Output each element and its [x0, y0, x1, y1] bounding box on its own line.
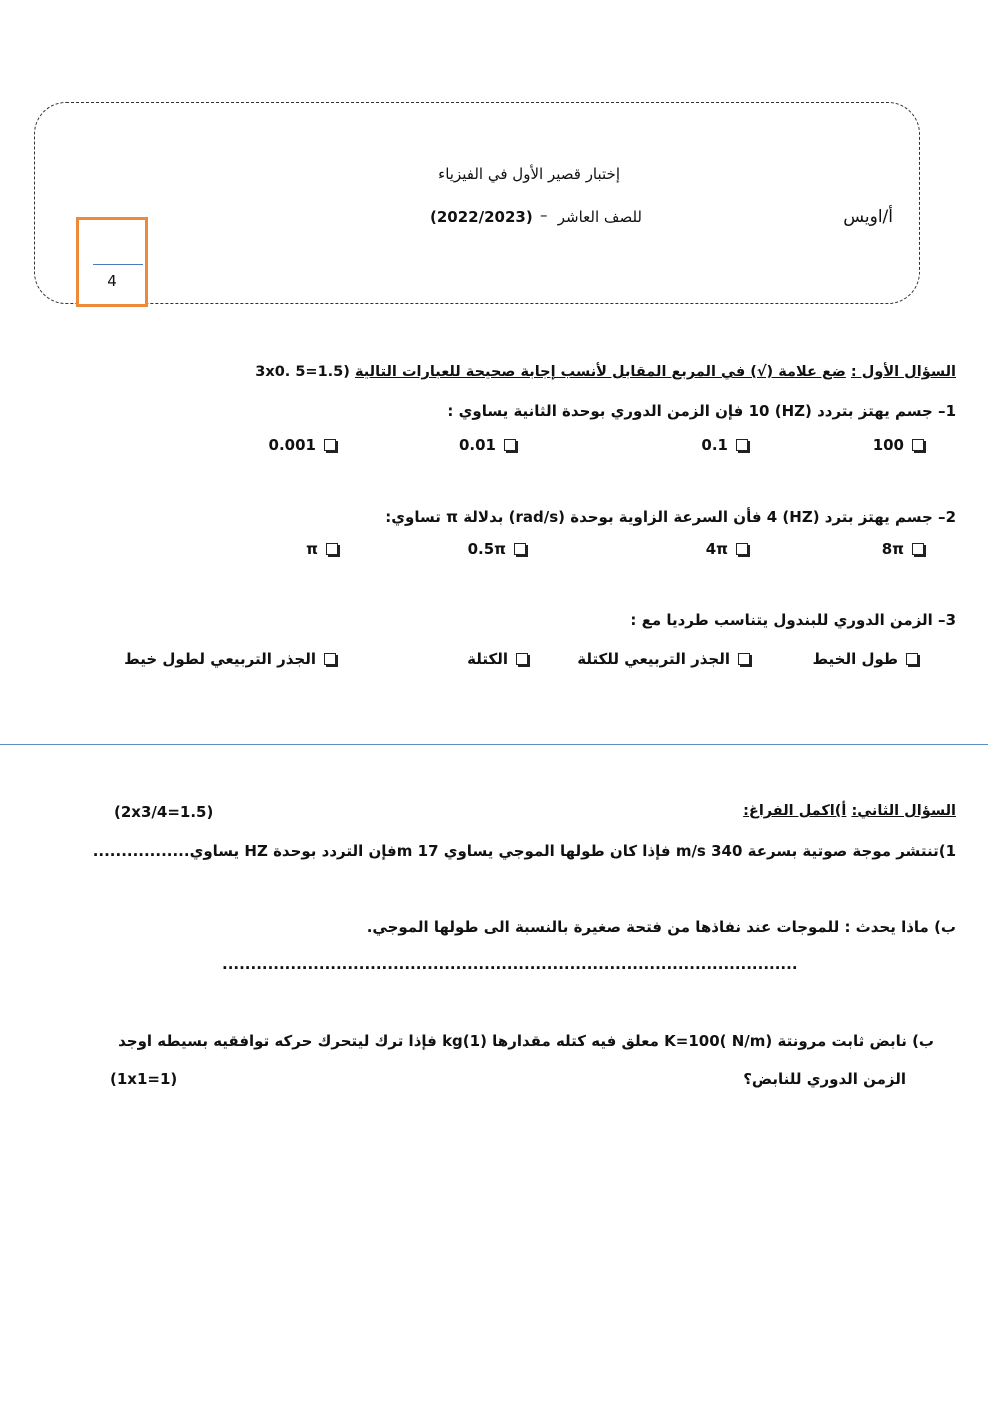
q1-item3-option-c[interactable]: الكتلة — [467, 650, 532, 668]
q1-title: السؤال الأول : — [850, 364, 956, 380]
checkbox-icon[interactable] — [326, 543, 338, 555]
school-year: (2022/2023) — [430, 208, 533, 226]
checkbox-icon[interactable] — [324, 439, 336, 451]
checkbox-icon[interactable] — [912, 543, 924, 555]
teacher-name: أ/اويس — [843, 207, 893, 227]
q1-item3-option-d[interactable]: الجذر التربيعي لطول خيط — [124, 650, 340, 668]
header-frame — [34, 102, 920, 304]
q1-heading — [255, 364, 956, 380]
q1-item3-text: 3– الزمن الدوري للبندول يتناسب طرديا مع : — [630, 611, 956, 629]
q1-item1-option-c[interactable]: 0.01 — [459, 436, 520, 454]
q2-item2-text: ب) ماذا يحدث : للموجات عند نفاذها من فتحة صغيرة بالنسبة الى طولها الموجي. — [366, 918, 956, 936]
q2-heading — [743, 803, 956, 819]
q2-marks: (2x3/4=1.5) — [114, 803, 214, 821]
q1-item2-option-c[interactable]: 0.5π — [468, 540, 530, 558]
grade-label: للصف العاشر — [557, 208, 642, 226]
q2-item3-text-line1: ب) نابض ثابت مرونتة (K=100( N/m معلق فيه كتله مقدارها kg(1) فإذا ترك ليتحرك حركه توافقيه بسيطه اوجد — [118, 1032, 934, 1050]
checkbox-icon[interactable] — [738, 653, 750, 665]
checkbox-icon[interactable] — [514, 543, 526, 555]
q1-item1-option-d[interactable]: 0.001 — [269, 436, 340, 454]
q2-item3-marks: (1x1=1) — [110, 1070, 178, 1088]
q2-item2-answer-line[interactable]: ..................................................................................................... — [222, 955, 798, 973]
q1-item3-option-b[interactable]: الجذر التربيعي للكتلة — [577, 650, 754, 668]
checkbox-icon[interactable] — [736, 439, 748, 451]
q1-marks: (3x0. 5=1.5 — [255, 364, 350, 380]
q1-item2-option-a[interactable]: 8π — [882, 540, 928, 558]
q1-item2-text: 2– جسم يهتز بترد (HZ) 4 فأن السرعة الزاوية بوحدة (rad/s) بدلالة π تساوي: — [385, 508, 956, 526]
q2-item3-text-line2: الزمن الدوري للنابض؟ — [743, 1070, 906, 1088]
q1-instruction: ضع علامة (√) في المربع المقابل لأنسب إجابة صحيحة للعبارات التالية — [354, 364, 846, 380]
checkbox-icon[interactable] — [912, 439, 924, 451]
section-divider — [0, 744, 988, 745]
score-line — [93, 264, 143, 265]
q2-item1-text: 1)تنتشر موجة صوتية بسرعة 340 m/s فإذا كان طولها الموجي يساوي 17 mفإن التردد بوحدة HZ يساوي................. — [92, 842, 956, 860]
checkbox-icon[interactable] — [906, 653, 918, 665]
checkbox-icon[interactable] — [504, 439, 516, 451]
q2-part-a-title: أ)اكمل الفراغ: — [743, 803, 847, 819]
q1-item1-option-b[interactable]: 0.1 — [701, 436, 752, 454]
exam-title: إختبار قصير الأول في الفيزياء — [438, 165, 620, 183]
q2-title: السؤال الثاني: — [851, 803, 956, 819]
grade-dash: – — [540, 206, 548, 224]
score-total: 4 — [107, 272, 117, 290]
score-box — [76, 217, 148, 307]
checkbox-icon[interactable] — [516, 653, 528, 665]
checkbox-icon[interactable] — [324, 653, 336, 665]
q1-item2-option-d[interactable]: π — [306, 540, 342, 558]
q1-item2-option-b[interactable]: 4π — [706, 540, 752, 558]
checkbox-icon[interactable] — [736, 543, 748, 555]
q1-item1-option-a[interactable]: 100 — [873, 436, 928, 454]
q1-item3-option-a[interactable]: طول الخيط — [812, 650, 922, 668]
q1-item1-text: 1– جسم يهتز بتردد (HZ) 10 فإن الزمن الدوري بوحدة الثانية يساوي : — [447, 402, 956, 420]
